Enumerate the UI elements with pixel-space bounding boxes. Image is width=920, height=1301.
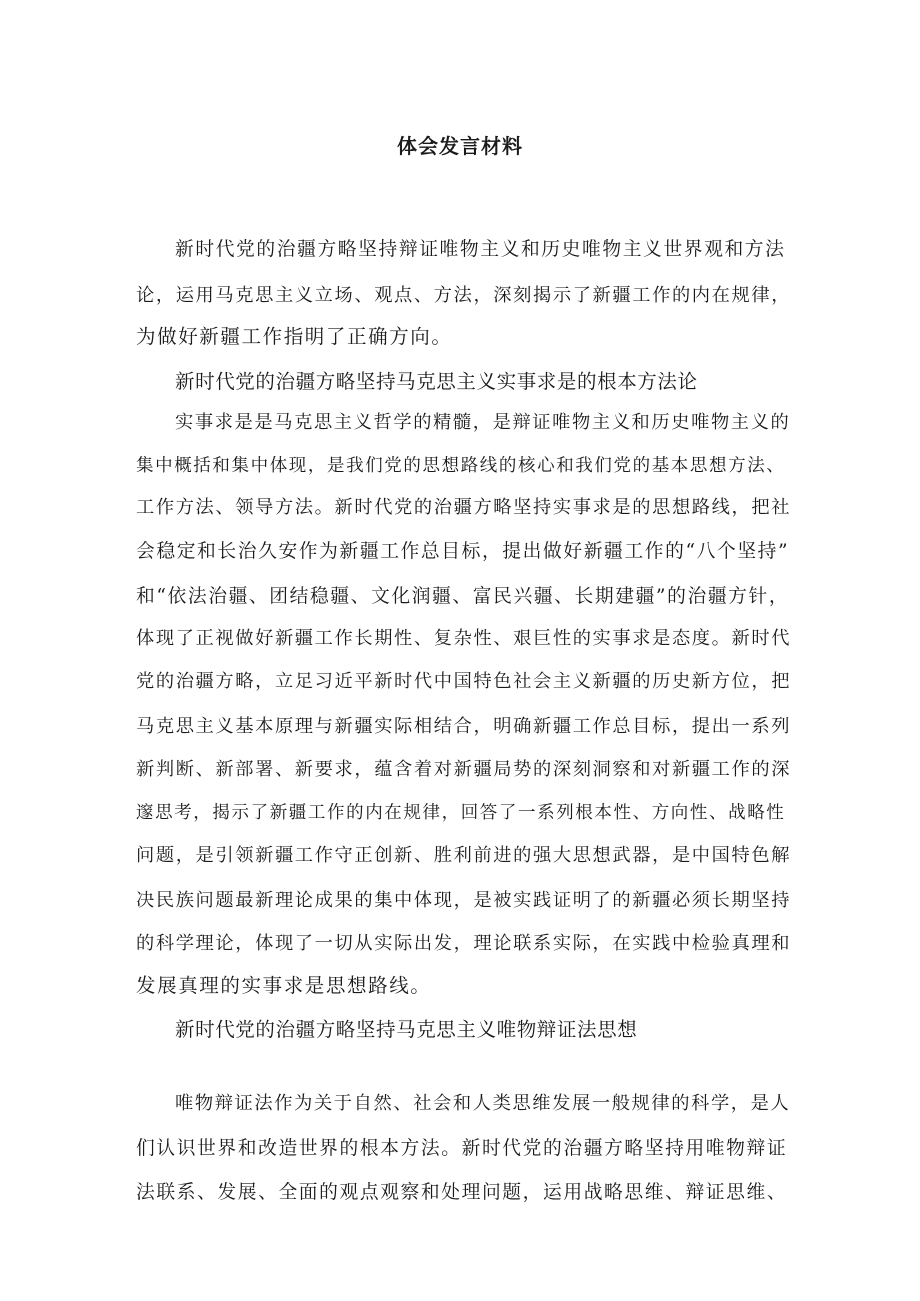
- paragraph-2-line-8: 马克思主义基本原理与新疆实际相结合，明确新疆工作总目标，提出一系列: [136, 716, 792, 737]
- paragraph-2-line-4: 会稳定和长治久安作为新疆工作总目标，提出做好新疆工作的“八个坚持”: [136, 541, 790, 562]
- paragraph-2-line-10: 邃思考，揭示了新疆工作的内在规律，回答了一系列根本性、方向性、战略性: [136, 803, 786, 823]
- paragraph-3-line-2: 们认识世界和改造世界的根本方法。新时代党的治疆方略坚持用唯物辩证: [136, 1138, 788, 1159]
- paragraph-3-line-3: 法联系、发展、全面的观点观察和处理问题，运用战略思维、辩证思维、: [136, 1182, 788, 1203]
- paragraph-2-line-1: 实事求是是马克思主义哲学的精髓，是辩证唯物主义和历史唯物主义的: [175, 412, 791, 433]
- paragraph-2-line-13: 的科学理论，体现了一切从实际出发，理论联系实际，在实践中检验真理和: [136, 933, 792, 954]
- paragraph-1-line-3: 为做好新疆工作指明了正确方向。: [136, 325, 453, 348]
- paragraph-2-line-5: 和“依法治疆、团结稳疆、文化润疆、富民兴疆、长期建疆”的治疆方针，: [136, 586, 790, 607]
- paragraph-2-line-12: 决民族问题最新理论成果的集中体现，是被实践证明了的新疆必须长期坚持: [136, 890, 792, 911]
- paragraph-1-line-1: 新时代党的治疆方略坚持辩证唯物主义和历史唯物主义世界观和方法: [175, 239, 786, 260]
- paragraph-1-line-2: 论，运用马克思主义立场、观点、方法，深刻揭示了新疆工作的内在规律，: [136, 285, 792, 306]
- paragraph-2-line-3: 工作方法、领导方法。新时代党的治疆方略坚持实事求是的思想路线，把社: [136, 497, 792, 518]
- paragraph-2-line-7: 党的治疆方略，立足习近平新时代中国特色社会主义新疆的历史新方位，把: [136, 671, 792, 692]
- page-title: 体会发言材料: [397, 134, 523, 158]
- paragraph-2-line-11: 问题，是引领新疆工作守正创新、胜利前进的强大思想武器，是中国特色解: [136, 845, 792, 866]
- paragraph-2-line-9: 新判断、新部署、新要求，蕴含着对新疆局势的深刻洞察和对新疆工作的深: [136, 759, 792, 780]
- paragraph-3-line-1: 唯物辩证法作为关于自然、社会和人类思维发展一般规律的科学，是人: [175, 1093, 791, 1114]
- paragraph-2-line-2: 集中概括和集中体现，是我们党的思想路线的核心和我们党的基本思想方法、: [136, 456, 786, 476]
- section-heading-2: 新时代党的治疆方略坚持马克思主义唯物辩证法思想: [175, 1018, 638, 1041]
- paragraph-2-line-14: 发展真理的实事求是思想路线。: [136, 974, 432, 997]
- section-heading-1: 新时代党的治疆方略坚持马克思主义实事求是的根本方法论: [175, 370, 698, 393]
- paragraph-2-line-6: 体现了正视做好新疆工作长期性、复杂性、艰巨性的实事求是态度。新时代: [136, 628, 792, 649]
